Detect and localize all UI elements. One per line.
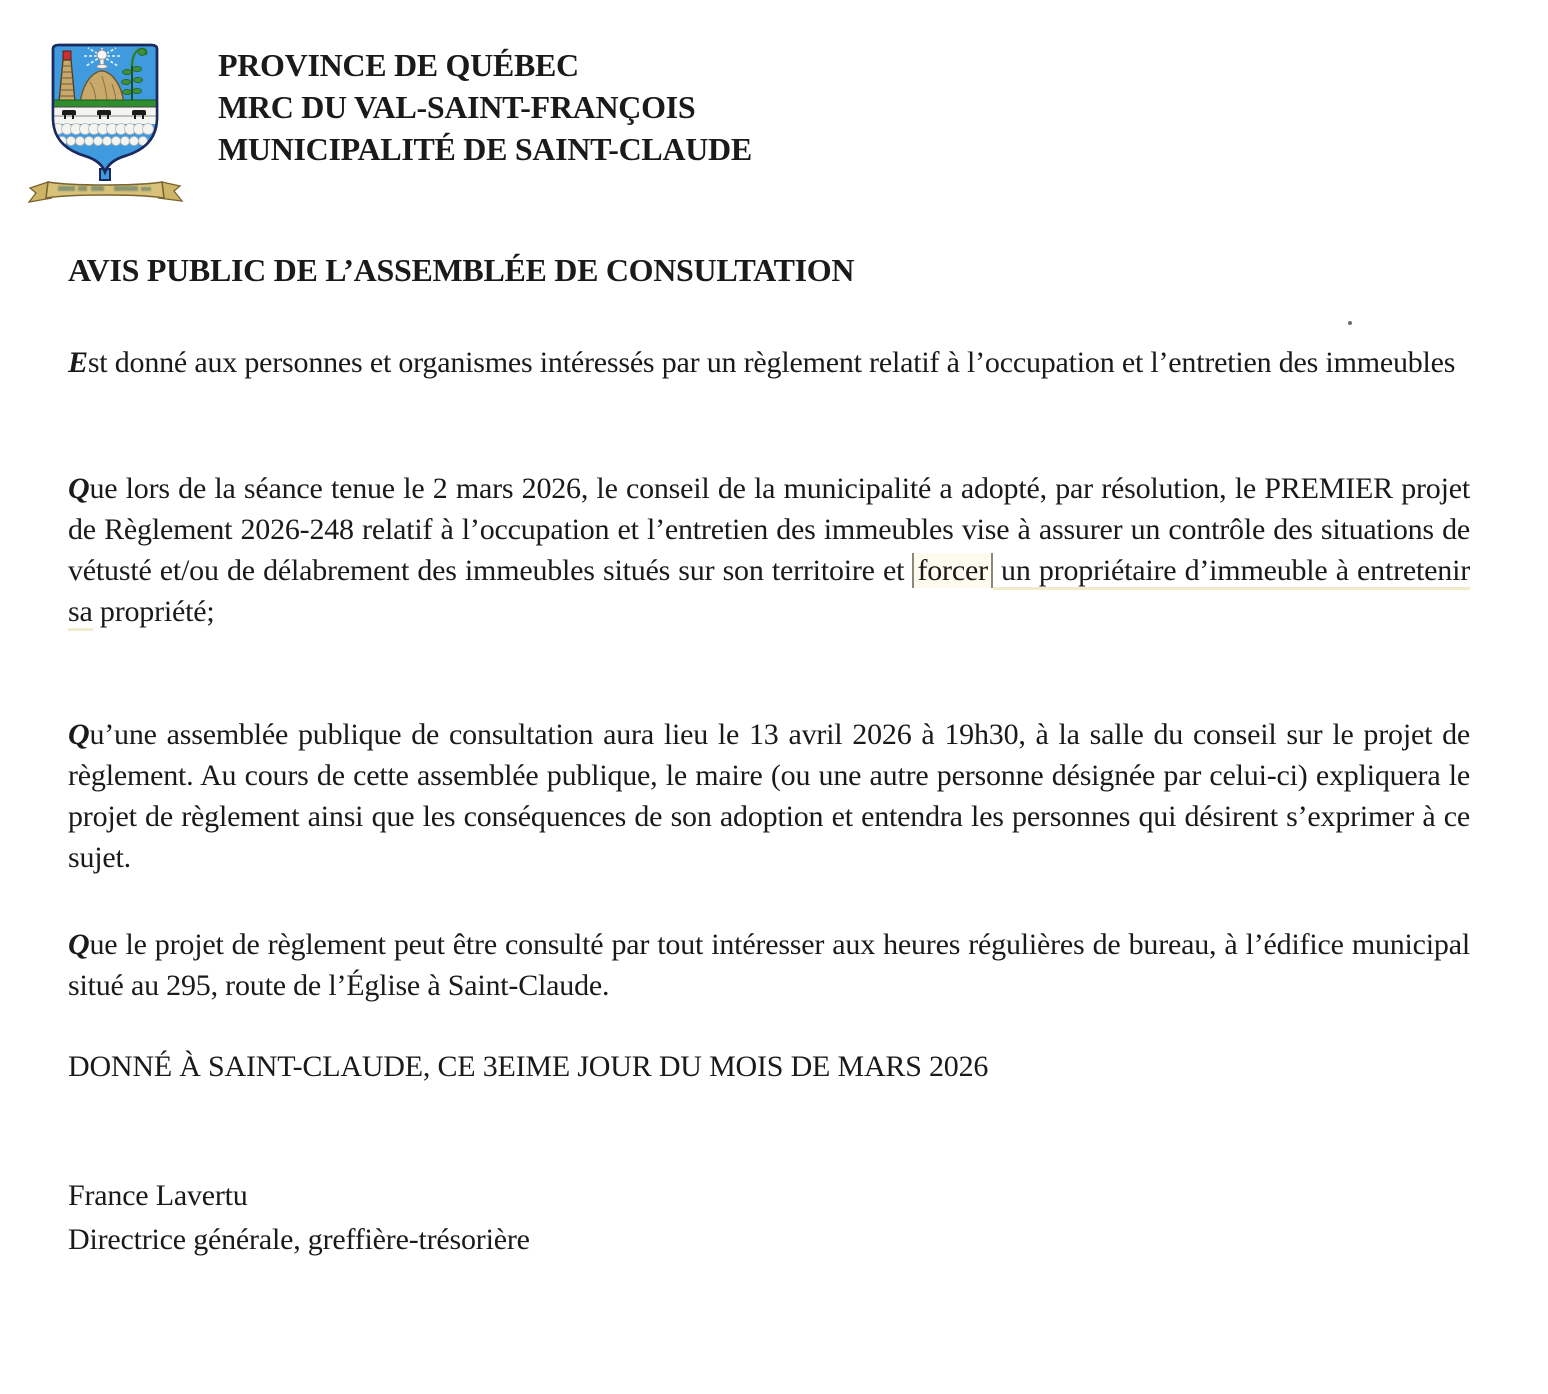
waves: [53, 124, 154, 146]
letterhead-line-municipalite: MUNICIPALITÉ DE SAINT-CLAUDE: [218, 131, 752, 167]
notice-paragraph: [68, 468, 1470, 632]
municipal-coat-of-arms: [28, 40, 188, 212]
notice-paragraph: [68, 924, 1470, 1006]
notice-paragraph: [68, 714, 1470, 878]
paragraph-text: ue le projet de règlement peut être consulté par tout intéresser aux heures régulières de bureau, à l’édifice municipal situé au 295, route de l’Église à Saint-Claude.: [68, 928, 1470, 1002]
tracked-change-underlined-text: un propriétaire d’immeuble à entretenir sa: [68, 554, 1470, 631]
paragraph-lead-letter: Q: [68, 928, 90, 961]
tracked-change-boxed-word: forcer: [912, 553, 992, 588]
letterhead-line-mrc: MRC DU VAL-SAINT-FRANÇOIS: [218, 89, 696, 125]
paragraph-text: ue lors de la séance tenue le 2 mars 2026, le conseil de la municipalité a adopté, par résolution, le PREMIER projet de Règlement 2026-248 relatif à l’occupation et l’entretien des immeubles vise à assurer un contrôle des situations de vétusté et/ou de délabrement des immeubles situés sur son territoire et: [68, 472, 1470, 587]
paragraph-text: propriété;: [92, 595, 215, 628]
signature-block: [68, 1174, 530, 1262]
signatory-title: Directrice générale, greffière-trésorière: [68, 1223, 530, 1256]
paragraph-text: st donné aux personnes et organismes intéressés par un règlement relatif à l’occupation et l’entretien des immeubles: [87, 346, 1456, 379]
signatory-name: France Lavertu: [68, 1179, 248, 1212]
scan-speck-artifact: [1348, 321, 1352, 325]
grass-strip: [53, 100, 157, 107]
notice-paragraph: [68, 342, 1470, 383]
paragraph-text: u’une assemblée publique de consultation aura lieu le 13 avril 2026 à 19h30, à la salle du conseil sur le projet de règlement. Au cours de cette assemblée publique, le maire (ou une autre personne désignée par celui-ci) expliquera le projet de règlement ainsi que les conséquences de son adoption et entendra les personnes qui désirent s’exprimer à ce sujet.: [68, 718, 1470, 874]
letterhead: [218, 44, 752, 170]
sheep-band: [53, 107, 157, 124]
closing-dateline: DONNÉ À SAINT-CLAUDE, CE 3EIME JOUR DU MOIS DE MARS 2026: [68, 1050, 989, 1083]
paragraph-lead-letter: Q: [68, 472, 90, 505]
paragraph-lead-letter: E: [68, 346, 88, 379]
paragraph-lead-letter: Q: [68, 718, 90, 751]
letterhead-line-province: PROVINCE DE QUÉBEC: [218, 47, 579, 83]
notice-title: AVIS PUBLIC DE L’ASSEMBLÉE DE CONSULTATION: [68, 252, 855, 288]
motto-ribbon: [29, 182, 182, 202]
